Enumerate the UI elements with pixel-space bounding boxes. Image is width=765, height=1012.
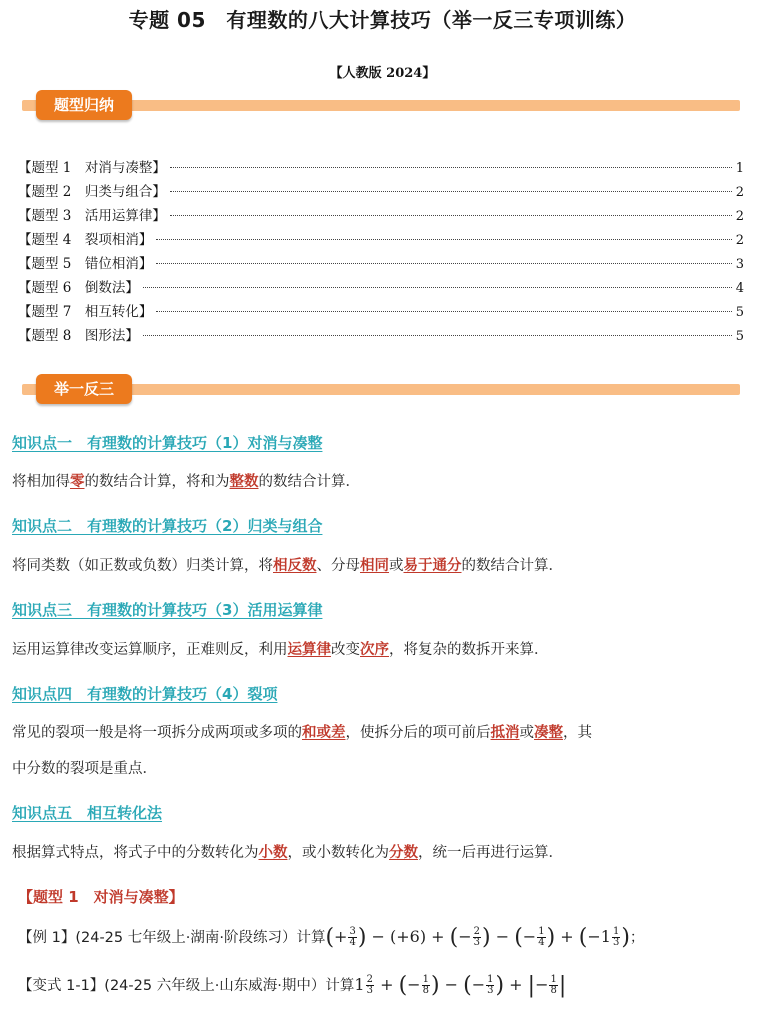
variant-1-1: [18, 973, 566, 998]
knowledge-text: 将相加得零的数结合计算，将和为整数的数结合计算．: [12, 474, 360, 490]
variant-expression: 1 $\frac{2}{3}$ + (− $\frac{1}{8}$ ) − (− $\frac{1}{3}$ ) + |− $\frac{1}{8}$ |: [354, 973, 567, 998]
variant-prefix: 【变式 1-1】(24-25 六年级上·山东威海·期中）计算: [18, 978, 355, 994]
summary-banner: [14, 90, 740, 116]
toc-page: 5: [735, 329, 744, 344]
toc-item[interactable]: [18, 300, 744, 324]
toc-label: 【题型 6 倒数法】: [18, 280, 139, 296]
toc-leader: [156, 263, 731, 264]
toc-label: 【题型 3 活用运算律】: [18, 208, 166, 224]
knowledge-heading: 知识点二 有理数的计算技巧（2）归类与组合: [12, 517, 323, 535]
example-prefix: 【例 1】(24-25 七年级上·湖南·阶段练习）计算: [18, 930, 326, 946]
toc-leader: [170, 167, 732, 168]
toc-item[interactable]: [18, 204, 744, 228]
toc-label: 【题型 2 归类与组合】: [18, 184, 166, 200]
toc-leader: [143, 287, 732, 288]
toc-page: 2: [735, 233, 744, 248]
edition-label: 【人教版 2024】: [329, 66, 436, 81]
toc-label: 【题型 8 图形法】: [18, 328, 139, 344]
toc-leader: [156, 311, 731, 312]
toc-item[interactable]: [18, 180, 744, 204]
toc-item[interactable]: [18, 156, 744, 180]
example-suffix: ；: [629, 930, 645, 946]
knowledge-heading: 知识点三 有理数的计算技巧（3）活用运算律: [12, 601, 323, 619]
table-of-contents: [18, 156, 744, 348]
knowledge-text: 常见的裂项一般是将一项拆分成两项或多项的和或差，使拆分后的项可前后抵消或凑整，其: [12, 725, 592, 741]
knowledge-text: 运用运算律改变运算顺序，正难则反，利用运算律改变次序，将复杂的数拆开来算．: [12, 642, 549, 658]
practice-banner: [14, 374, 740, 400]
topic-heading: 【题型 1 对消与凑整】: [18, 888, 184, 906]
toc-item[interactable]: [18, 252, 744, 276]
toc-page: 2: [735, 209, 744, 224]
banner-tag: 题型归纳: [36, 90, 132, 120]
toc-leader: [156, 239, 731, 240]
toc-label: 【题型 5 错位相消】: [18, 256, 153, 272]
knowledge-text: 根据算式特点，将式子中的分数转化为小数，或小数转化为分数，统一后再进行运算．: [12, 845, 563, 861]
toc-leader: [143, 335, 732, 336]
toc-page: 4: [735, 281, 744, 296]
toc-item[interactable]: [18, 228, 744, 252]
example-expression: (+ $\frac{3}{4}$ ) − (+6) + (− $\frac{2}{3}$ ) − (− $\frac{1}{4}$ ) + (−1 $\frac{1}{3}$ ): [325, 925, 630, 950]
toc-page: 5: [735, 305, 744, 320]
toc-leader: [170, 215, 732, 216]
knowledge-text-continued: 中分数的裂项是重点．: [12, 761, 157, 777]
toc-leader: [170, 191, 732, 192]
page-title: 专题 05 有理数的八大计算技巧（举一反三专项训练）: [128, 8, 637, 32]
knowledge-heading: 知识点五 相互转化法: [12, 804, 163, 822]
knowledge-heading: 知识点一 有理数的计算技巧（1）对消与凑整: [12, 434, 323, 452]
banner-tag: 举一反三: [36, 374, 132, 404]
example-1: [18, 925, 644, 950]
toc-page: 3: [735, 257, 744, 272]
knowledge-heading: 知识点四 有理数的计算技巧（4）裂项: [12, 685, 278, 703]
toc-label: 【题型 7 相互转化】: [18, 304, 153, 320]
knowledge-text: 将同类数（如正数或负数）归类计算，将相反数、分母相同或易于通分的数结合计算．: [12, 558, 563, 574]
toc-page: 1: [735, 161, 744, 176]
toc-label: 【题型 1 对消与凑整】: [18, 160, 166, 176]
toc-page: 2: [735, 185, 744, 200]
toc-item[interactable]: [18, 324, 744, 348]
toc-item[interactable]: [18, 276, 744, 300]
toc-label: 【题型 4 裂项相消】: [18, 232, 153, 248]
